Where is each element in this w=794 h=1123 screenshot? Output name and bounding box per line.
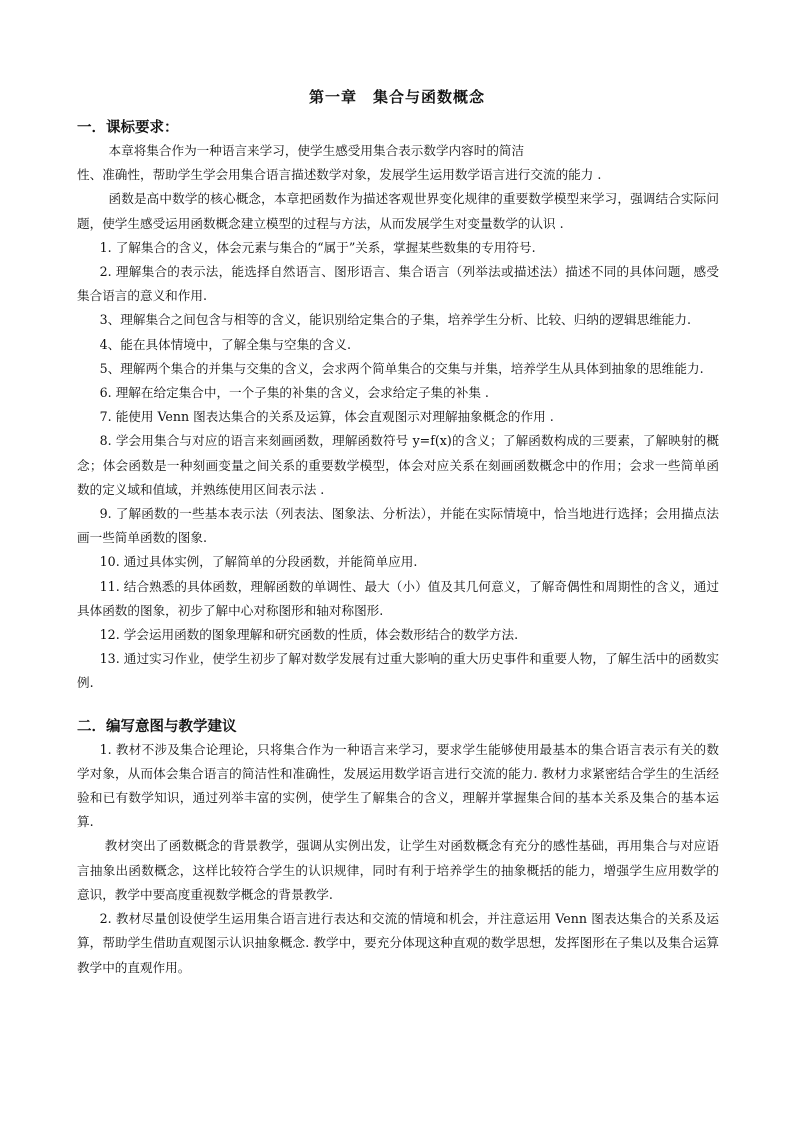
suggestion-paragraph-1: 1. 教材不涉及集合论理论，只将集合作为一种语言来学习，要求学生能够使用最基本的集合语言表示有关的数学对象，从而体会集合语言的简洁性和准确性，发展运用数学语言进行交流的能力. 教材力求紧密结合学生的生活经验和已有数学知识，通过列举丰富的实例，使学生了解集合的含义，理解并掌握集合间的基本关系及集合的基本运算. — [77, 741, 719, 830]
requirement-item-4: 4、能在具体情境中，了解全集与空集的含义. — [99, 336, 351, 352]
paragraph-intro-line2: 性、准确性，帮助学生学会用集合语言描述数学对象，发展学生运用数学语言进行交流的能力 . — [77, 167, 602, 183]
requirement-item-8: 8. 学会用集合与对应的语言来刻画函数，理解函数符号 y=f(x)的含义；了解函数构成的三要素，了解映射的概念；体会函数是一种刻画变量之间关系的重要数学模型，体会对应关系在刻画函数概念中的作用；会求一些简单函数的定义域和值域，并熟练使用区间表示法 . — [77, 433, 719, 497]
requirement-item-7: 7. 能使用 Venn 图表达集合的关系及运算，体会直观图示对理解抽象概念的作用 . — [99, 409, 554, 425]
paragraph-intro-line1: 本章将集合作为一种语言来学习，使学生感受用集合表示数学内容时的简洁 — [108, 143, 525, 158]
suggestion-paragraph-2: 教材突出了函数概念的背景教学，强调从实例出发，让学生对函数概念有充分的感性基础，再用集合与对应语言抽象出函数概念，这样比较符合学生的认识规律，同时有利于培养学生的抽象概括的能力，增强学生应用数学的意识，教学中要高度重视数学概念的背景教学. — [77, 838, 719, 902]
paragraph-function-intro: 函数是高中数学的核心概念，本章把函数作为描述客观世界变化规律的重要数学模型来学习，强调结合实际问题，使学生感受运用函数概念建立模型的过程与方法，从而发展学生对变量数学的认识 . — [77, 191, 719, 231]
chapter-title: 第一章 集合与函数概念 — [308, 88, 485, 106]
section-heading-curriculum: 一．课标要求： — [77, 120, 179, 136]
requirement-item-2: 2. 理解集合的表示法，能选择自然语言、图形语言、集合语言（列举法或描述法）描述不同的具体问题，感受集合语言的意义和作用. — [77, 264, 719, 304]
requirement-item-5: 5、理解两个集合的并集与交集的含义，会求两个简单集合的交集与并集，培养学生从具体到抽象的思维能力. — [99, 360, 704, 376]
document-body — [77, 117, 719, 980]
requirement-item-9: 9. 了解函数的一些基本表示法（列表法、图象法、分析法），并能在实际情境中，恰当地进行选择；会用描点法画一些简单函数的图象. — [77, 506, 719, 546]
section-spacer — [77, 696, 719, 716]
requirement-item-12: 12. 学会运用函数的图象理解和研究函数的性质，体会数形结合的数学方法. — [99, 627, 519, 643]
requirement-item-13: 13. 通过实习作业，使学生初步了解对数学发展有过重大影响的重大历史事件和重要人物，了解生活中的函数实例. — [77, 651, 719, 691]
requirement-item-1: 1. 了解集合的含义，体会元素与集合的“属于”关系，掌握某些数集的专用符号. — [99, 239, 536, 255]
requirement-item-3: 3、理解集合之间包含与相等的含义，能识别给定集合的子集，培养学生分析、比较、归纳的逻辑思维能力. — [99, 312, 692, 328]
suggestion-paragraph-3: 2. 教材尽量创设使学生运用集合语言进行表达和交流的情境和机会，并注意运用 Venn 图表达集合的关系及运算，帮助学生借助直观图示认识抽象概念. 教学中，要充分体现这种直观的数学思想，发挥图形在子集以及集合运算教学中的直观作用。 — [77, 911, 719, 975]
section-heading-design-intent: 二．编写意图与教学建议 — [77, 718, 237, 735]
requirement-item-11: 11. 结合熟悉的具体函数，理解函数的单调性、最大（小）值及其几何意义，了解奇偶性和周期性的含义，通过具体函数的图象，初步了解中心对称图形和轴对称图形. — [77, 578, 719, 618]
requirement-item-10: 10. 通过具体实例，了解简单的分段函数，并能简单应用. — [99, 554, 418, 570]
requirement-item-6: 6. 理解在给定集合中，一个子集的补集的含义，会求给定子集的补集 . — [99, 385, 489, 401]
